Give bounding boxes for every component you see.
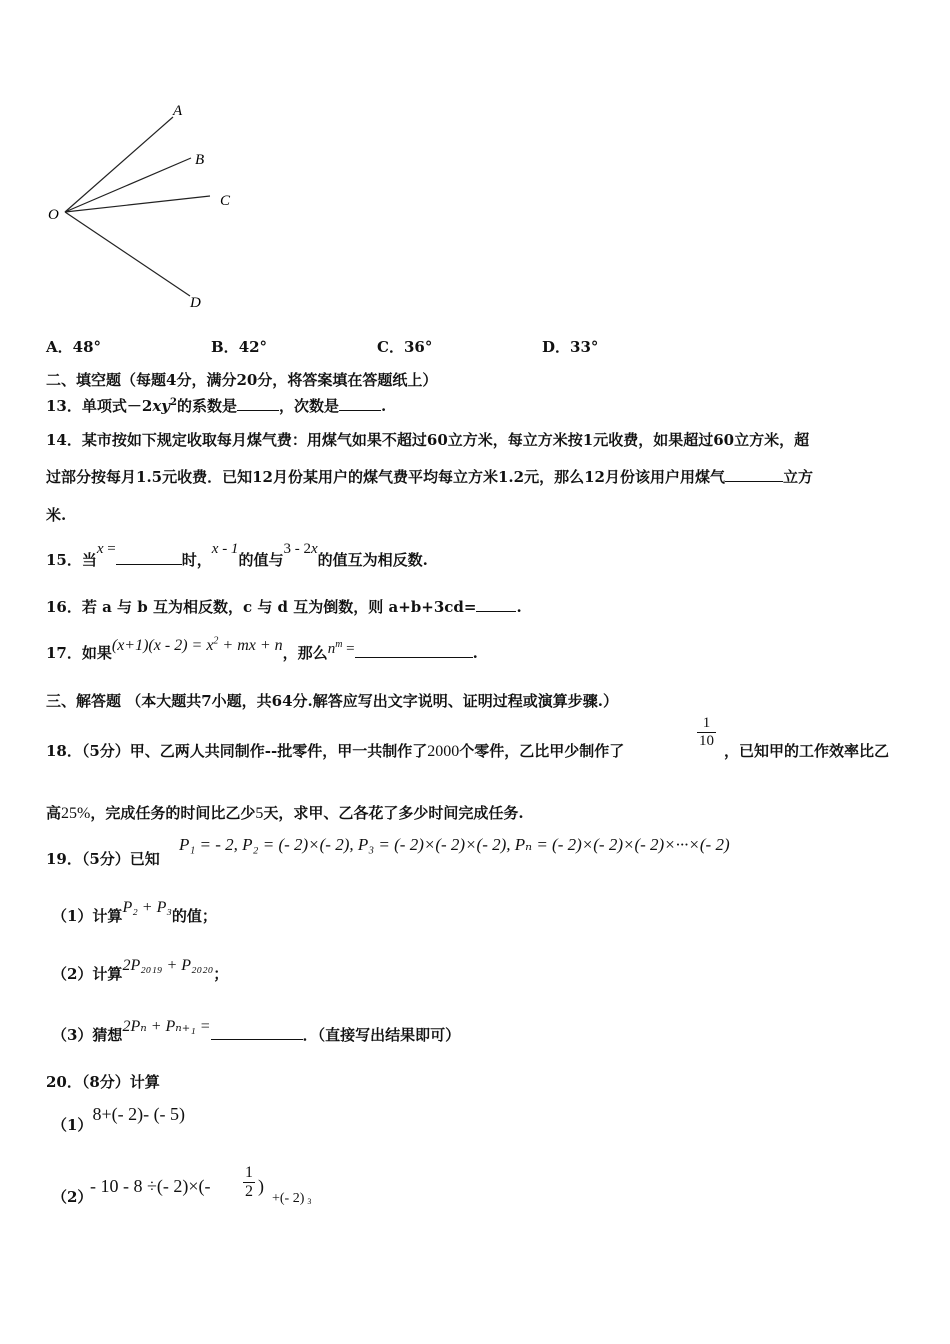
answer-blank-16[interactable] [476, 597, 516, 612]
fraction-one-half: $\frac{1}{2}$ [245, 1164, 253, 1200]
formula-p-definitions: P₁ = - 2, P₂ = (- 2)×(- 2), P₃ = (- 2)×(- 2)×(- 2), Pₙ = (- 2)×(- 2)×(- 2)×···×(- 2) [179, 835, 730, 854]
section3-title: 三、解答题 （本大题共7小题，共64分.解答应写出文字说明、证明过程或演算步骤.） [46, 692, 618, 710]
question-19: 19．（5分）已知 [46, 850, 160, 868]
question-18-line1-end: ，已知甲的工作效率比乙 [724, 742, 890, 760]
label-a: A [173, 103, 183, 119]
question-20-part2: （2） [52, 1188, 93, 1206]
question-13: 13．单项式$-2xy^2$的系数是 ，次数是 . [46, 397, 387, 415]
question-14-line2: 过部分按每月1.5元收费．已知12月份某用户的煤气费平均每立方米1.2元，那么12月份该用户用煤气 立方 [46, 468, 813, 486]
answer-blank-13b[interactable] [339, 396, 381, 411]
question-19-part3: （3）猜想2Pₙ + Pₙ₊₁ = ．（直接写出结果即可） [52, 1018, 461, 1044]
label-d: D [190, 295, 201, 311]
label-o: O [48, 207, 59, 223]
answer-blank-13a[interactable] [237, 396, 279, 411]
question-16: 16．若 a 与 b 互为相反数，c 与 d 互为倒数，则 a+b+3cd= . [46, 598, 522, 616]
expression-20-2a: - 10 - 8 ÷(- 2)×(- [90, 1176, 211, 1196]
ray-oa [65, 117, 173, 212]
question-15: 15．当x =时，x - 1的值与3 - 2x的值互为相反数. [46, 541, 428, 569]
answer-blank-14[interactable] [725, 467, 783, 482]
question-19-part2: （2）计算2P₂₀₁₉ + P₂₀₂₀； [52, 957, 229, 983]
question-14-line3: 米. [46, 506, 67, 524]
answer-blank-19[interactable] [211, 1025, 303, 1040]
question-17: 17．如果$(x+1)(x - 2) = x^2$ + mx + n，那么$n^m$ = . [46, 635, 478, 662]
answer-blank-17[interactable] [355, 643, 473, 658]
question-20: 20．（8分）计算 [46, 1073, 160, 1091]
question-18-line1: 18．（5分）甲、乙两人共同制作--批零件，甲一共制作了2000个零件，乙比甲少制作了 [46, 742, 625, 760]
label-c: C [220, 193, 231, 209]
question-20-part1: （1）8+(- 2)- (- 5) [52, 1104, 186, 1134]
ray-od [65, 212, 190, 296]
ray-oc [65, 196, 210, 212]
question-14-line1: 14．某市按如下规定收取每月煤气费：用煤气如果不超过60立方米，每立方米按1元收费，如果超过60立方米，超 [46, 431, 810, 449]
label-b: B [195, 152, 205, 168]
choice-a[interactable]: A．48° [46, 338, 102, 356]
expression-20-2c: +(- 2) 3 [272, 1191, 312, 1206]
choice-b[interactable]: B．42° [211, 338, 268, 356]
section2-title: 二、填空题（每题4分，满分20分，将答案填在答题纸上） [46, 371, 438, 389]
choice-c[interactable]: C．36° [377, 338, 433, 356]
fraction-one-tenth: $\frac{1}{10}$ [699, 715, 714, 749]
choice-d[interactable]: D．33° [542, 338, 599, 356]
question-19-part1: （1）计算P₂ + P₃的值； [52, 899, 217, 925]
question-18-line2: 高25%，完成任务的时间比乙少5天，求甲、乙各花了多少时间完成任务. [46, 804, 524, 822]
answer-blank-15[interactable] [116, 550, 182, 565]
expression-20-2b: ) [258, 1176, 264, 1196]
ray-ob [65, 158, 191, 212]
angle-figure [40, 95, 250, 315]
